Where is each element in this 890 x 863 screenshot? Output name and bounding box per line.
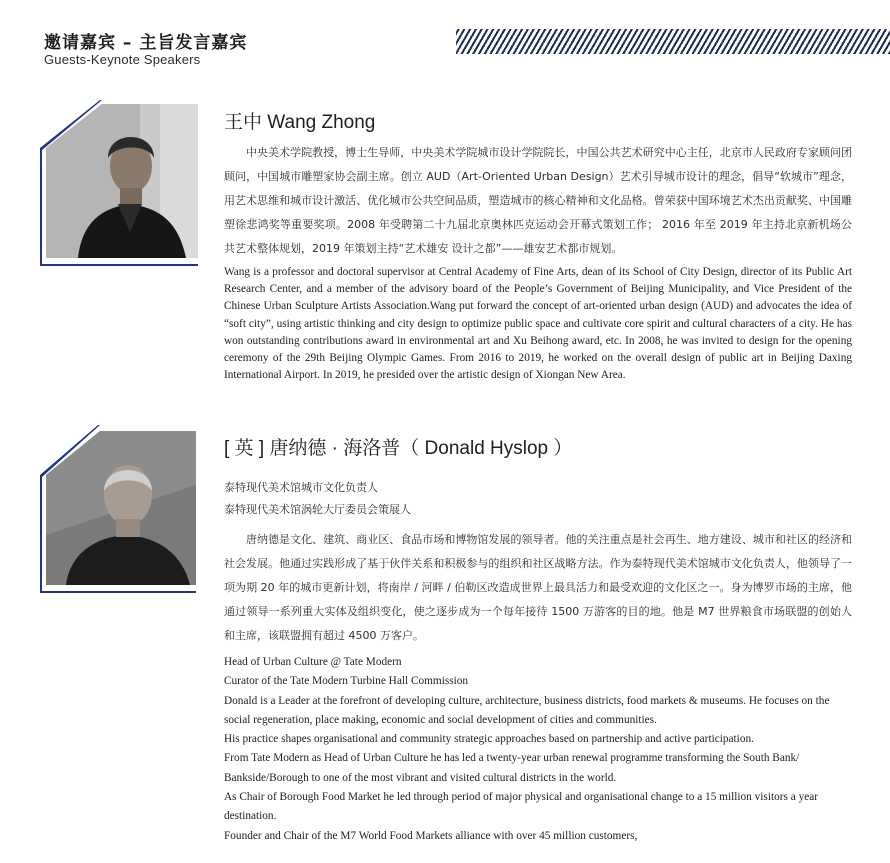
speaker-bio-cn-wang-zhong: 中央美术学院教授，博士生导师，中央美术学院城市设计学院院长，中国公共艺术研究中心主任，北京市人民政府专家顾问团顾问，中国城市雕塑家协会副主席。创立 AUD（Art-Oriented Urban Design）艺术引导城市设计的理念，倡导“软城市”理念，用艺术思维和城市设计激活、优化城市公共空间品质，塑造城市的核心精神和文化品格。曾荣获中国环境艺术杰出贡献奖、中国雕塑徐悲鸿奖等重要奖项。2008 年受聘第二十九届北京奥林匹克运动会开幕式策划工作； 2016 年至 2019 年主持北京新机场公共艺术整体规划，2019 年策划主持“艺术雄安 设计之都”——雄安艺术都市规划。 [224, 146, 852, 255]
portrait-photo-wang-zhong-icon [40, 100, 210, 268]
header-hatch-band [456, 29, 890, 54]
portrait-photo-donald-hyslop-icon [40, 425, 210, 595]
speaker-bio-en-donald-hyslop [224, 653, 852, 846]
header-subtitle: Guests-Keynote Speakers [44, 52, 201, 67]
header-title: 邀请嘉宾 – 主旨发言嘉宾 [44, 33, 248, 53]
speaker-role-cn-1: 泰特现代美术馆城市文化负责人 [224, 481, 378, 494]
en-line: Head of Urban Culture @ Tate Modern [224, 656, 402, 668]
en-line: Curator of the Tate Modern Turbine Hall Commission [224, 675, 469, 688]
speaker-name-wang-zhong: 王中 Wang Zhong [224, 112, 376, 133]
en-line: His practice shapes organisational and community strategic approaches based on partnership and active participation. [224, 733, 754, 746]
en-line: From Tate Modern as Head of Urban Culture he has led a twenty-year urban renewal programme transforming the South Bank/ Bankside/Borough to one of the most vibrant and visited cultural districts in the world. [224, 752, 800, 784]
speaker-photo-donald-hyslop [40, 425, 210, 595]
speaker-name-donald-hyslop: [ 英 ] 唐纳德 · 海洛普（ Donald Hyslop ） [224, 438, 573, 459]
speaker-bio-en-wang-zhong: Wang is a professor and doctoral supervisor at Central Academy of Fine Arts, dean of its School of City Design, director of its Public Art Research Center, and a member of the advisory board of the People’s Government of Beijing Municipality, and Vice President of the Chinese Urban Sculpture Artists Association.Wang put forward the concept of art-oriented urban design (AUD) and advocates the idea of “soft city”, using artistic thinking and city design to optimize public space and cultivate core spirit and cultural characters of a city. He has won outstanding contributions award in environmental art and Xu Beihong award, etc. In 2008, he was invited to design for the opening ceremony of the 29th Beijing Olympic Games. From 2016 to 2019, he worked on the overall design of public art in Beijing Daxing International Airport. In 2019, he presided over the artistic design of Xiongan New Area. [224, 266, 852, 382]
en-line: As Chair of Borough Food Market he led through period of major physical and organisational change to a 15 million visitors a year destination. [224, 791, 819, 823]
speaker-role-cn-2: 泰特现代美术馆涡轮大厅委员会策展人 [224, 503, 411, 516]
en-line: Founder and Chair of the M7 World Food Markets alliance with over 45 million customers, [224, 829, 638, 842]
speaker-photo-wang-zhong [40, 100, 210, 268]
speaker-bio-cn-donald-hyslop: 唐纳德是文化、建筑、商业区、食品市场和博物馆发展的领导者。他的关注重点是社会再生、地方建设、城市和社区的经济和社会发展。他通过实践形成了基于伙伴关系和积极参与的组织和社区战略方法。作为泰特现代美术馆城市文化负责人，他领导了一项为期 20 年的城市更新计划，将南岸 / 河畔 / 伯勒区改造成世界上最具活力和最受欢迎的文化区之一。身为博罗市场的主席，他通过领导一系列重大实体及组织变化，使之逐步成为一个每年接待 1500 万游客的目的地。他是 M7 世界粮食市场联盟的创始人和主席，该联盟拥有超过 4500 万客户。 [224, 533, 852, 642]
en-line: Donald is a Leader at the forefront of developing culture, architecture, business districts, food markets & museums. He focuses on the social regeneration, place making, economic and social development of cities and communities. [224, 694, 830, 726]
